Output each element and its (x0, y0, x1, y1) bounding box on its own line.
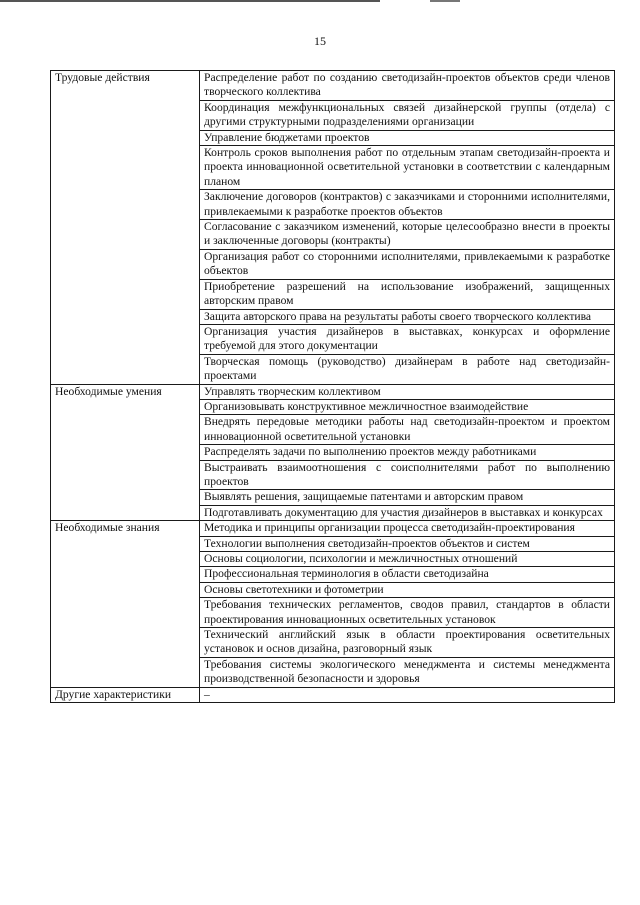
requirement-item: Технический английский язык в области проектирования осветительных установок и основ дизайна, разговорный язык (200, 628, 615, 658)
table-row (51, 71, 615, 101)
requirement-item: Организация участия дизайнеров в выставках, конкурсах и оформление требуемой для этого документации (200, 324, 615, 354)
table-row (51, 384, 615, 399)
requirement-item: Требования технических регламентов, сводов правил, стандартов в области проектирования инновационных осветительных установок (200, 598, 615, 628)
table-row (51, 687, 615, 702)
requirement-item: Внедрять передовые методики работы над светодизайн-проектом и проектом инновационной осветительной установки (200, 415, 615, 445)
requirement-item: Координация межфункциональных связей дизайнерской группы (отдела) с другими структурными подразделениями организации (200, 100, 615, 130)
requirement-item: Выявлять решения, защищаемые патентами и авторским правом (200, 490, 615, 505)
requirement-item: Приобретение разрешений на использование изображений, защищенных авторским правом (200, 279, 615, 309)
requirement-item: Профессиональная терминология в области светодизайна (200, 567, 615, 582)
requirement-item: Согласование с заказчиком изменений, которые целесообразно внести в проекты и заключенные договоры (контракты) (200, 220, 615, 250)
section-label: Необходимые знания (51, 521, 200, 687)
function-description-table-body (51, 71, 615, 703)
section-label: Трудовые действия (51, 71, 200, 385)
requirement-item: Организация работ со сторонними исполнителями, привлекаемыми к разработке объектов (200, 249, 615, 279)
requirement-item: Требования системы экологического менеджмента и системы менеджмента производственной безопасности и здоровья (200, 657, 615, 687)
page-number: 15 (314, 34, 326, 48)
requirement-item: – (200, 687, 615, 702)
requirement-item: Заключение договоров (контрактов) с заказчиками и сторонними исполнителями, привлекаемыми к разработке проектов объектов (200, 190, 615, 220)
requirement-item: Творческая помощь (руководство) дизайнерам в работе над светодизайн-проектами (200, 354, 615, 384)
requirement-item: Технологии выполнения светодизайн-проектов объектов и систем (200, 536, 615, 551)
requirement-item: Контроль сроков выполнения работ по отдельным этапам светодизайн-проекта и проекта инновационной осветительной установки в соответствии с календарным планом (200, 146, 615, 190)
scan-top-edge-mark (430, 0, 460, 2)
section-label: Необходимые умения (51, 384, 200, 521)
requirement-item: Распределение работ по созданию светодизайн-проектов объектов среди членов творческого коллектива (200, 71, 615, 101)
scan-top-edge-rule (0, 0, 380, 2)
requirement-item: Организовывать конструктивное межличностное взаимодействие (200, 399, 615, 414)
requirement-item: Управление бюджетами проектов (200, 130, 615, 145)
requirement-item: Выстраивать взаимоотношения с соисполнителями работ по выполнению проектов (200, 460, 615, 490)
table-row (51, 521, 615, 536)
section-label: Другие характеристики (51, 687, 200, 702)
requirement-item: Основы социологии, психологии и межличностных отношений (200, 552, 615, 567)
function-description-table (50, 70, 615, 703)
requirement-item: Управлять творческим коллективом (200, 384, 615, 399)
requirement-item: Защита авторского права на результаты работы своего творческого коллектива (200, 309, 615, 324)
requirement-item: Подготавливать документацию для участия дизайнеров в выставках и конкурсах (200, 505, 615, 520)
requirement-item: Основы светотехники и фотометрии (200, 582, 615, 597)
requirement-item: Методика и принципы организации процесса светодизайн-проектирования (200, 521, 615, 536)
requirement-item: Распределять задачи по выполнению проектов между работниками (200, 445, 615, 460)
